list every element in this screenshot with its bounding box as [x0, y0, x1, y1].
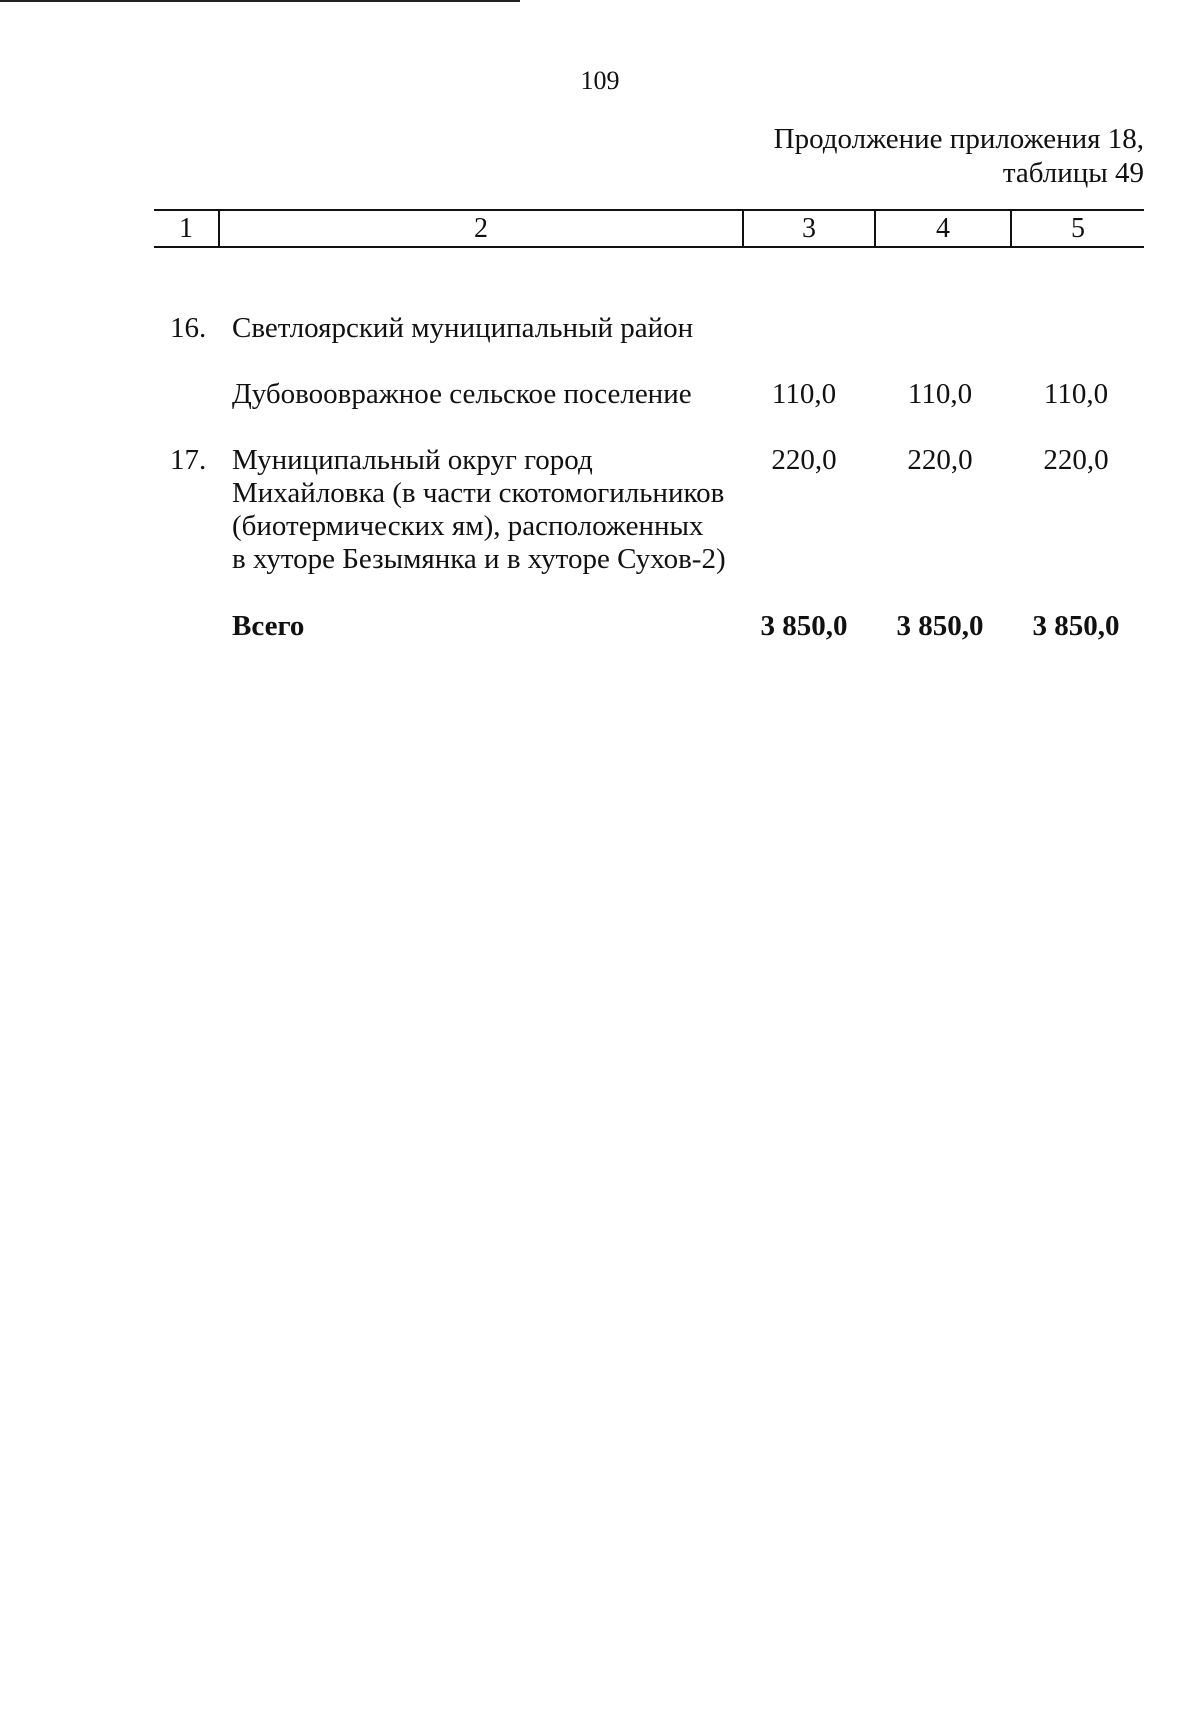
total-value-col3: 3 850,0	[760, 610, 848, 642]
row-name-line: (биотермических ям), расположенных	[232, 510, 704, 542]
column-header-5: 5	[1071, 213, 1085, 244]
row-value-col5: 110,0	[1043, 378, 1109, 410]
total-value-col5: 3 850,0	[1032, 610, 1120, 642]
row-name: Светлоярский муниципальный район	[232, 312, 694, 344]
row-value-col4: 220,0	[907, 444, 973, 476]
total-value-col4: 3 850,0	[896, 610, 984, 642]
total-label: Всего	[232, 610, 305, 642]
row-number: 16.	[170, 312, 207, 344]
row-value-col4: 110,0	[907, 378, 973, 410]
row-name-line: Муниципальный округ город	[232, 444, 593, 476]
page-number: 109	[580, 66, 620, 95]
row-name: Дубовоовражное сельское поселение	[232, 378, 692, 410]
column-header-3: 3	[802, 213, 816, 244]
row-value-col3: 220,0	[771, 444, 837, 476]
table-header-row	[154, 209, 1144, 248]
appendix-reference	[774, 122, 1144, 190]
row-value-col3: 110,0	[771, 378, 837, 410]
row-name	[232, 444, 752, 576]
row-number: 17.	[170, 444, 207, 476]
column-header-1: 1	[179, 213, 193, 244]
column-header-2: 2	[474, 213, 488, 244]
column-header-4: 4	[936, 213, 950, 244]
row-name-line: в хуторе Безымянка и в хуторе Сухов-2)	[232, 543, 726, 575]
scan-edge-line	[0, 0, 520, 2]
row-value-col5: 220,0	[1043, 444, 1109, 476]
appendix-line-2: таблицы 49	[1002, 157, 1144, 189]
row-name-line: Михайловка (в части скотомогильников	[232, 477, 725, 509]
appendix-line-1: Продолжение приложения 18,	[773, 123, 1144, 155]
